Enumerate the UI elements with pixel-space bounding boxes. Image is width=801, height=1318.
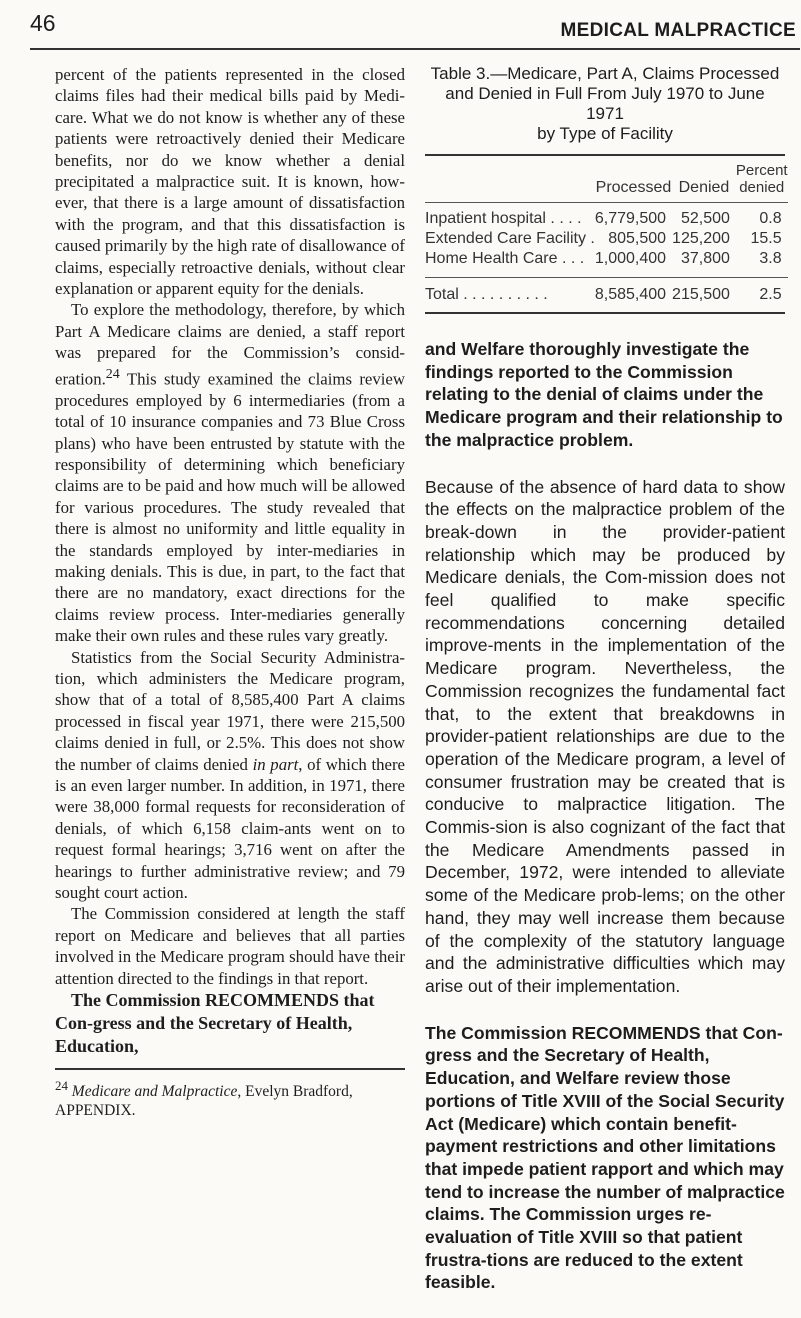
column-header: Processed bbox=[595, 179, 672, 196]
running-head: MEDICAL MALPRACTICE bbox=[560, 20, 796, 41]
paragraph: Statistics from the Social Security Administra-tion, which administers the Medicare program, show that of a total of 8,585,400 Part A claims processed in fiscal year 1971, there were 215,500 claims denied in full, or 2.5%. This does not show the number of claims denied in part, of which there is an even larger number. In addition, in 1971, there were 38,000 formal requests for reconsideration of denials, of which 6,158 claim-ants went on to request formal hearings; 3,716 went on after the hearings to further administrative review; and 79 sought court action. bbox=[55, 647, 406, 903]
recommendation-paragraph: and Welfare thoroughly investigate the findings reported to the Commission relating to the denial of claims under the Medicare program and their relationship to the malpractice problem. bbox=[425, 339, 783, 450]
recommendation-paragraph: The Commission RECOMMENDS that Con-gress and the Secretary of Health, Education, and Welfare review those portions of Title XVIII of the Social Security Act (Medicare) which contain benefit-payment restrictions and other limitations that impede patient rapport and which may tend to increase the number of malpractice claims. The Commission urges re-evaluation of Title XVIII so that patient frustra-tions are reduced to the extent feasible. bbox=[425, 1022, 785, 1293]
footnote-divider bbox=[55, 1068, 405, 1070]
table-row: Home Health Care . . . 1,000,400 37,800 3.8 bbox=[425, 250, 782, 267]
paragraph: To explore the methodology, therefore, by which Part A Medicare claims are denied, a staff report was prepared for the Commission’s consid-eration.$^{24}$ This study examined the claims review procedures employed by 6 intermediaries (from a total of 10 insurance companies and 73 Blue Cross plans) who have been entrusted by statute with the responsibility of determining which beneficiary claims are to be paid and how much will be allowed for various procedures. The study revealed that there is almost no uniformity and little equality in the standards employed by inter-mediaries in making denials. This is due, in part, to the fact that there are no mandatory, exact directions for the claims review process. Inter-mediaries generally make their own rules and these rules vary greatly. bbox=[55, 300, 405, 646]
table-row: Extended Care Facility . 805,500 125,200 15.5 bbox=[425, 230, 782, 247]
left-column bbox=[55, 64, 405, 1120]
table-bottom-rule bbox=[425, 312, 785, 314]
column-header: Percent denied bbox=[735, 162, 788, 196]
table-header-row bbox=[425, 156, 788, 202]
claims-table bbox=[425, 156, 788, 312]
recommendation-paragraph: The Commission RECOMMENDS that Con-gress and the Secretary of Health, Education, bbox=[55, 990, 375, 1057]
footnote-reference: 24 bbox=[105, 366, 120, 382]
footnote: $^{24}$ Medicare and Malpractice, Evelyn Bradford, APPENDIX. bbox=[55, 1078, 353, 1120]
paragraph: Because of the absence of hard data to show the effects on the malpractice problem of the break-down in the provider-patient relationship which may be produced by Medicare denials, the Com-mission does not feel qualified to make specific recommendations concerning detailed improve-ments in the implementation of the Medicare program. Nevertheless, the Commission recognizes the fundamental fact that, to the extent that breakdowns in provider-patient relationships are due to the operation of the Medicare program, a level of consumer frustration may be created that is conducive to malpractice litigation. The Commis-sion is also cognizant of the fact that the Medicare Amendments passed in December, 1972, were intended to alleviate some of the Medicare prob-lems; on the other hand, they may well increase them because of the complexity of the statutory language and the administrative difficulties which may arise out of their implementation. bbox=[425, 476, 785, 996]
table-total-row: Total . . . . . . . . . . 8,585,400 215,500 2.5 bbox=[425, 286, 782, 303]
paragraph: The Commission considered at length the staff report on Medicare and believes that all parties involved in the Medicare program should have their attention directed to the findings in that report. bbox=[55, 904, 405, 988]
table-row: Inpatient hospital . . . . 6,779,500 52,500 0.8 bbox=[425, 210, 782, 227]
right-body-text bbox=[425, 338, 785, 1294]
page-number: 46 bbox=[30, 10, 56, 36]
table-title: Table 3.—Medicare, Part A, Claims Processed and Denied in Full From July 1970 to June 1971 by Type of Facility bbox=[430, 64, 780, 143]
column-header: Denied bbox=[678, 179, 730, 196]
right-column bbox=[425, 64, 788, 1318]
paragraph: percent of the patients represented in the closed claims files had their medical bills paid by Medi-care. What we do not know is whether any of these patients were retroactively denied their Medicare benefits, nor do we know whether a denial precipitated a malpractice suit. It is known, how-ever, that there is a large amount of dissatisfaction with the program, and that this dissatisfaction is caused primarily by the high rate of disallowance of claims, especially retroactive denials, without clear explanation or apparent equity for the denials. bbox=[55, 65, 405, 299]
page-header bbox=[30, 8, 800, 50]
